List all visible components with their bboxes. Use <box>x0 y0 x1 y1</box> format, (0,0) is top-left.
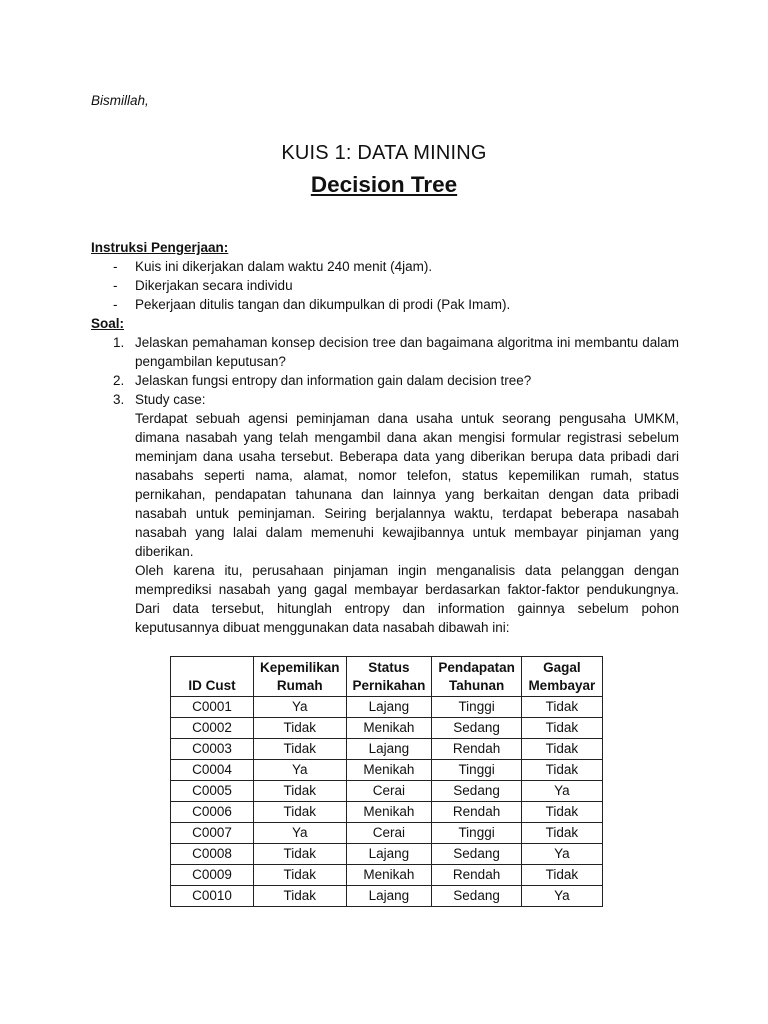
question-item <box>91 371 679 390</box>
header-pendapatan-tahunan <box>432 657 522 697</box>
instruction-text: Pekerjaan ditulis tangan dan dikumpulkan di prodi (Pak Imam). <box>135 297 511 312</box>
header-text: Membayar <box>528 678 596 693</box>
cell-pendapatan: Sedang <box>432 886 522 907</box>
study-case-paragraph: Oleh karena itu, perusahaan pinjaman ingin menganalisis data pelanggan dengan memprediksi nasabah yang gagal membayar berdasarkan faktor-faktor pendukungnya. Dari data tersebut, hitunglah entropy dan information gainnya sebelum pohon keputusannya dibuat menggunakan data nasabah dibawah ini: <box>135 563 679 635</box>
instruction-item <box>91 257 679 276</box>
table-row <box>171 844 603 865</box>
cell-pernikahan: Lajang <box>346 739 432 760</box>
document-title: Decision Tree <box>310 172 458 197</box>
instruction-text: Kuis ini dikerjakan dalam waktu 240 menit (4jam). <box>135 259 433 274</box>
questions-list <box>91 333 679 637</box>
table-header-row <box>171 657 603 697</box>
cell-id: C0001 <box>171 697 254 718</box>
customer-data-table <box>170 656 603 907</box>
cell-rumah: Tidak <box>254 718 347 739</box>
header-text: Pendapatan <box>438 660 515 675</box>
instructions-list <box>91 257 679 314</box>
question-item <box>91 333 679 371</box>
greeting: Bismillah, <box>91 93 149 108</box>
cell-id: C0004 <box>171 760 254 781</box>
header-text: Tahunan <box>448 678 505 693</box>
cell-gagal: Ya <box>521 886 602 907</box>
header-text: Pernikahan <box>352 678 426 693</box>
cell-pendapatan: Tinggi <box>432 697 522 718</box>
study-case-paragraph: Terdapat sebuah agensi peminjaman dana usaha untuk seorang pengusaha UMKM, dimana nasabah yang telah mengambil dana akan mengisi formular registrasi sebelum meminjam dana usaha tersebut. Beberapa data yang diberikan berupa data pribadi dari nasabahs seperti nama, alamat, nomor telefon, status kepemilikan rumah, status pernikahan, pendapatan tahunana dan lainnya yang berkaitan dengan data pribadi nasabah untuk peminjaman. Seiring berjalannya waktu, terdapat beberapa nasabah nasabah yang lalai dalam memenuhi kewajibannya untuk membayar pinjaman yang diberikan. <box>135 411 679 559</box>
instructions-label: Instruksi Pengerjaan: <box>91 240 229 255</box>
cell-pendapatan: Rendah <box>432 865 522 886</box>
cell-gagal: Tidak <box>521 823 602 844</box>
cell-gagal: Ya <box>521 781 602 802</box>
header-kepemilikan-rumah <box>254 657 347 697</box>
question-number: 3. <box>113 392 125 407</box>
dash-bullet: - <box>113 297 118 312</box>
cell-pendapatan: Tinggi <box>432 823 522 844</box>
cell-gagal: Tidak <box>521 865 602 886</box>
cell-pernikahan: Lajang <box>346 886 432 907</box>
question-text: Study case: <box>135 392 206 407</box>
cell-rumah: Ya <box>254 760 347 781</box>
cell-pernikahan: Menikah <box>346 865 432 886</box>
question-text: Jelaskan pemahaman konsep decision tree dan bagaimana algoritma ini membantu dalam pengambilan keputusan? <box>135 335 679 369</box>
table-row <box>171 697 603 718</box>
cell-id: C0003 <box>171 739 254 760</box>
cell-pernikahan: Menikah <box>346 760 432 781</box>
cell-pernikahan: Cerai <box>346 781 432 802</box>
cell-gagal: Tidak <box>521 802 602 823</box>
question-number: 1. <box>113 335 125 350</box>
header-text: Rumah <box>276 678 323 693</box>
instruction-item <box>91 276 679 295</box>
cell-rumah: Tidak <box>254 739 347 760</box>
question-number: 2. <box>113 373 125 388</box>
cell-id: C0009 <box>171 865 254 886</box>
cell-rumah: Tidak <box>254 781 347 802</box>
cell-pernikahan: Cerai <box>346 823 432 844</box>
cell-gagal: Tidak <box>521 739 602 760</box>
cell-id: C0005 <box>171 781 254 802</box>
cell-pendapatan: Sedang <box>432 781 522 802</box>
cell-rumah: Tidak <box>254 844 347 865</box>
header-text: Gagal <box>543 660 581 675</box>
cell-gagal: Tidak <box>521 718 602 739</box>
cell-id: C0008 <box>171 844 254 865</box>
dash-bullet: - <box>113 259 118 274</box>
header-gagal-membayar <box>521 657 602 697</box>
table-row <box>171 718 603 739</box>
cell-pernikahan: Lajang <box>346 844 432 865</box>
cell-id: C0007 <box>171 823 254 844</box>
cell-id: C0006 <box>171 802 254 823</box>
cell-pernikahan: Menikah <box>346 802 432 823</box>
header-id-cust <box>171 657 254 697</box>
cell-gagal: Tidak <box>521 760 602 781</box>
question-text: Jelaskan fungsi entropy dan information gain dalam decision tree? <box>135 373 532 388</box>
table-row <box>171 865 603 886</box>
cell-rumah: Tidak <box>254 802 347 823</box>
course-title: KUIS 1: DATA MINING <box>281 142 487 164</box>
cell-pendapatan: Rendah <box>432 802 522 823</box>
header-text: Kepemilikan <box>260 660 340 675</box>
header-text: Status <box>368 660 410 675</box>
cell-rumah: Tidak <box>254 865 347 886</box>
cell-id: C0010 <box>171 886 254 907</box>
header-status-pernikahan <box>346 657 432 697</box>
cell-pendapatan: Sedang <box>432 844 522 865</box>
cell-id: C0002 <box>171 718 254 739</box>
cell-rumah: Ya <box>254 823 347 844</box>
table-row <box>171 823 603 844</box>
cell-pernikahan: Lajang <box>346 697 432 718</box>
question-item <box>91 390 679 637</box>
cell-pendapatan: Sedang <box>432 718 522 739</box>
dash-bullet: - <box>113 278 118 293</box>
cell-pernikahan: Menikah <box>346 718 432 739</box>
document-body <box>91 238 679 637</box>
cell-gagal: Tidak <box>521 697 602 718</box>
table-row <box>171 802 603 823</box>
cell-rumah: Ya <box>254 697 347 718</box>
cell-rumah: Tidak <box>254 886 347 907</box>
table-row <box>171 739 603 760</box>
instruction-item <box>91 295 679 314</box>
table-row <box>171 781 603 802</box>
cell-pendapatan: Tinggi <box>432 760 522 781</box>
table-row <box>171 886 603 907</box>
cell-gagal: Ya <box>521 844 602 865</box>
questions-label: Soal: <box>91 316 125 331</box>
header-text: ID Cust <box>188 678 236 693</box>
instruction-text: Dikerjakan secara individu <box>135 278 293 293</box>
cell-pendapatan: Rendah <box>432 739 522 760</box>
table-row <box>171 760 603 781</box>
